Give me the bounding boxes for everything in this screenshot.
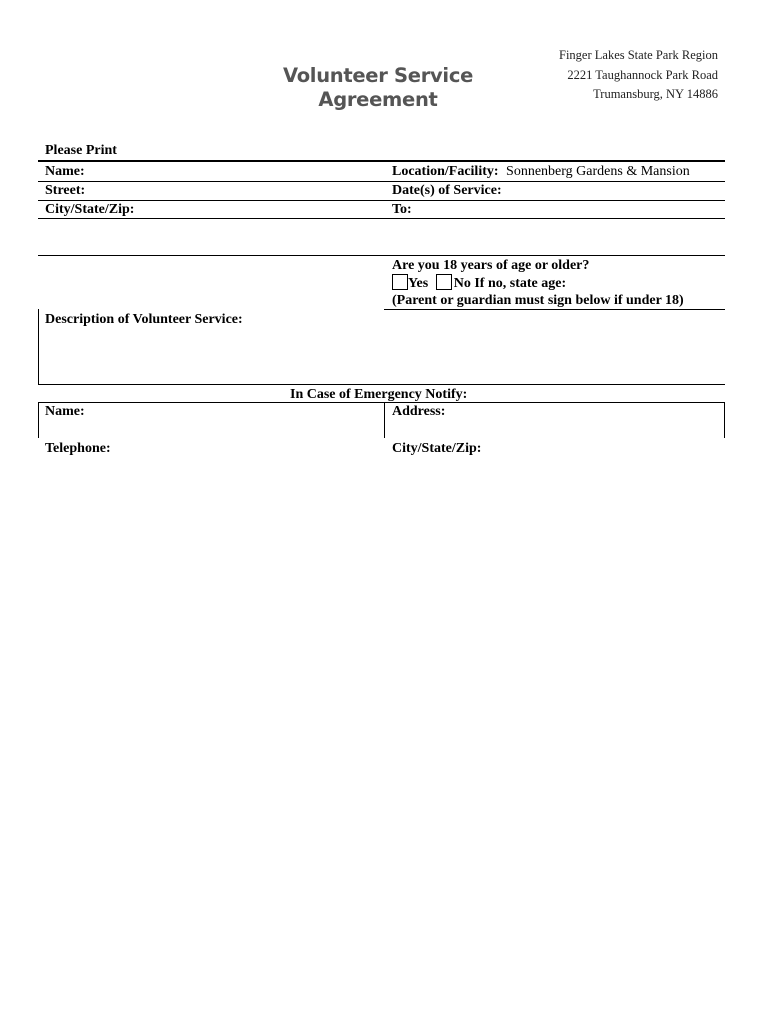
no-checkbox[interactable] [436,274,452,290]
emergency-name-label[interactable]: Name: [45,404,85,419]
row-divider [38,200,725,201]
blank-field-line[interactable] [38,255,725,256]
emergency-telephone-label[interactable]: Telephone: [45,441,111,456]
description-box-left-border [38,309,39,384]
please-print-label: Please Print [45,143,117,158]
row-divider [38,218,725,219]
emergency-middle-divider [384,402,385,438]
description-field[interactable] [45,330,720,380]
emergency-address-label[interactable]: Address: [392,404,446,419]
title-line-1: Volunteer Service [282,64,473,87]
yes-label: Yes [408,276,429,291]
emergency-heading: In Case of Emergency Notify: [290,387,468,402]
emergency-top-line [38,402,725,403]
volunteer-street-label[interactable]: Street: [45,183,86,198]
title-line-2: Agreement [318,88,438,111]
volunteer-name-label[interactable]: Name: [45,164,85,179]
region-name: Finger Lakes State Park Region [559,48,718,62]
row-divider [38,181,725,182]
emergency-city-label[interactable]: City/State/Zip: [392,441,482,456]
region-address [559,46,718,105]
description-label: Description of Volunteer Service: [45,312,243,327]
no-label: No If no, state age: [453,276,567,291]
age-section-divider [384,309,725,310]
emergency-right-border [724,402,725,438]
to-date-label[interactable]: To: [392,202,412,217]
location-facility-label: Location/Facility: [392,164,499,179]
location-value: Sonnenberg Gardens & Mansion [506,164,690,179]
description-bottom-line [38,384,725,385]
region-street: 2221 Taughannock Park Road [567,67,718,82]
volunteer-city-label[interactable]: City/State/Zip: [45,202,135,217]
yes-checkbox[interactable] [392,274,408,290]
guardian-note: (Parent or guardian must sign below if under 18) [392,293,684,308]
document-title [250,64,506,112]
dates-of-service-label[interactable]: Date(s) of Service: [392,183,502,198]
region-city: Trumansburg, NY 14886 [593,87,718,101]
emergency-left-border [38,402,39,438]
location-label [392,164,690,180]
age-question: Are you 18 years of age or older? [392,258,590,273]
age-options [392,274,566,292]
section-divider [38,160,725,162]
